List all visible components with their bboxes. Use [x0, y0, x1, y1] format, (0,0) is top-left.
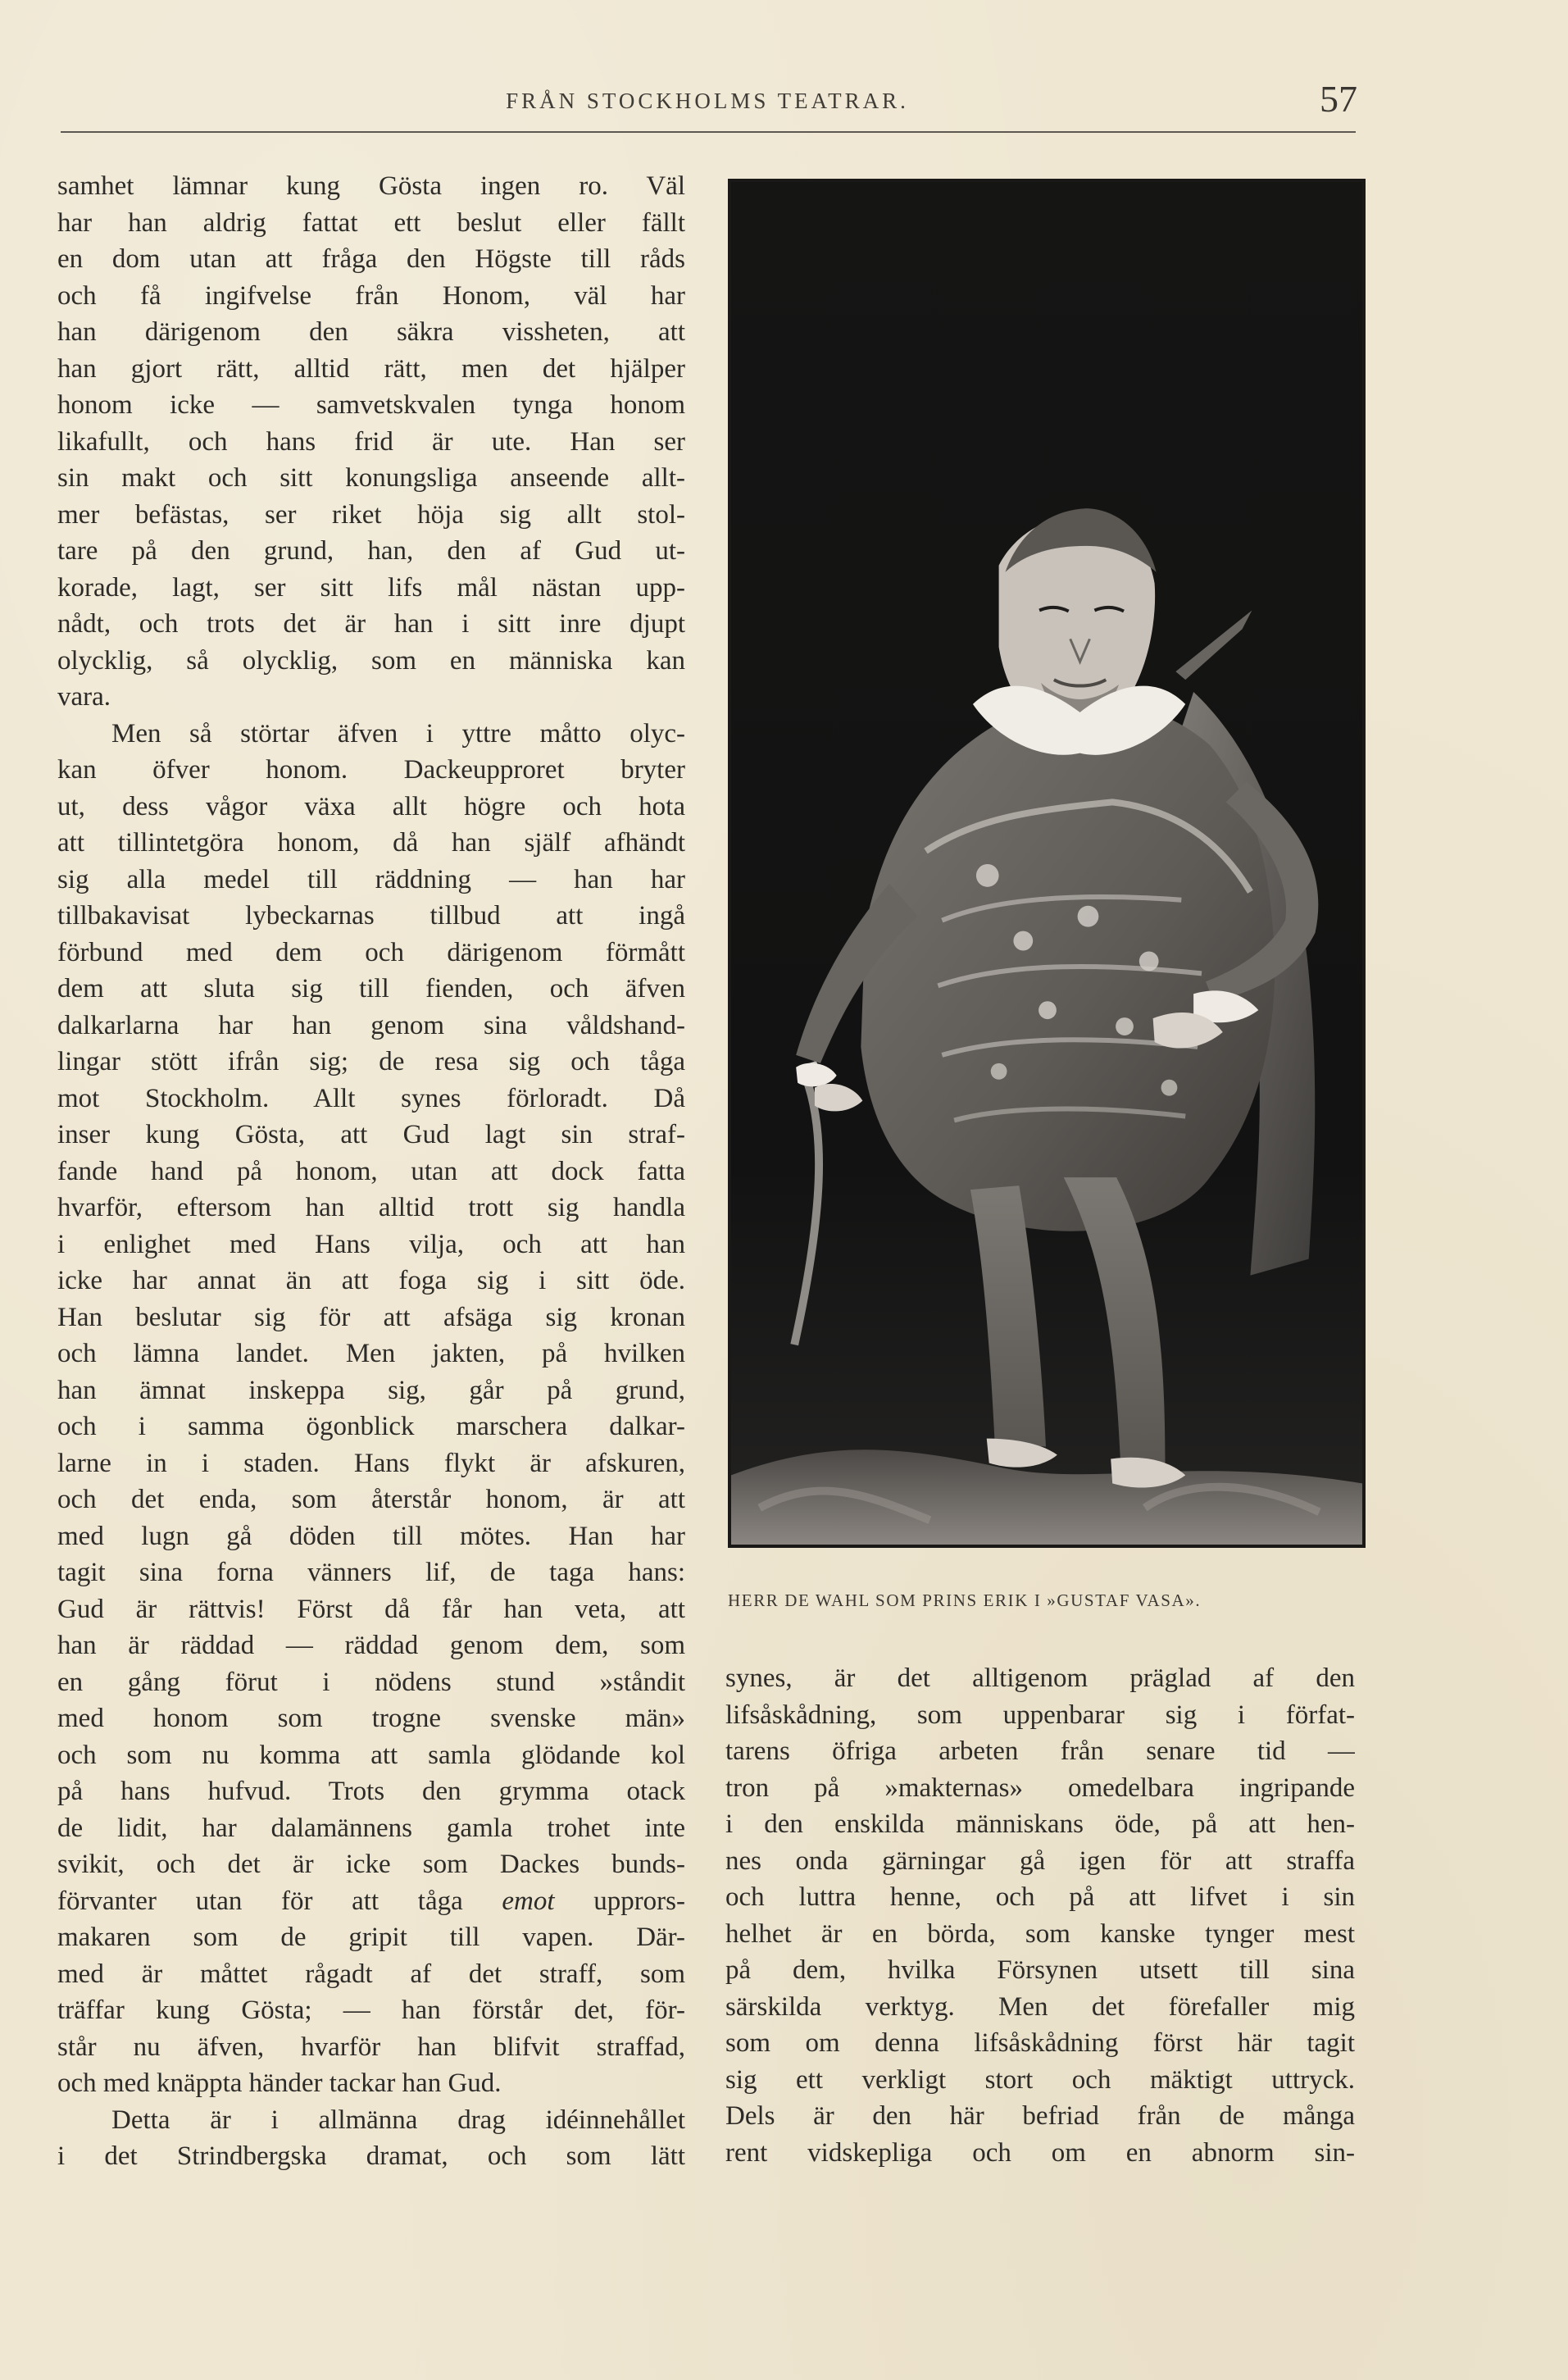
text-line: svikit, och det är icke som Dackes bunds-: [57, 1850, 685, 1879]
text-line: och med knäppta händer tackar han Gud.: [57, 2068, 502, 2098]
text-line: med är måttet rågadt af det straff, som: [57, 1959, 685, 1989]
text-line: icke har annat än att foga sig i sitt öde.: [57, 1266, 685, 1295]
text-line: i den enskilda människans öde, på att hen-: [725, 1809, 1355, 1839]
text-line: likafullt, och hans frid är ute. Han ser: [57, 426, 685, 457]
text-line: dalkarlarna har han genom sina våldshand-: [57, 1010, 685, 1040]
text-line: tillbakavisat lybeckarnas tillbud att ingå: [57, 901, 685, 931]
text-line: tare på den grund, han, den af Gud ut-: [57, 536, 685, 566]
text-line: larne in i staden. Hans flykt är afskuren,: [57, 1448, 685, 1478]
text-fragment: upprors-: [554, 1886, 685, 1916]
text-line: och det enda, som återstår honom, är att: [57, 1485, 685, 1514]
text-line: han gjort rätt, alltid rätt, men det hjälper: [57, 353, 685, 384]
running-head: [57, 78, 1357, 131]
header-rule: [61, 131, 1356, 133]
text-line: och lämna landet. Men jakten, på hvilken: [57, 1339, 685, 1368]
left-text-column: [57, 168, 685, 2193]
photo-frame: [728, 179, 1366, 1548]
italic-word: emot: [502, 1886, 555, 1916]
text-line: de lidit, har dalamännens gamla trohet inte: [57, 1813, 685, 1843]
text-line: att tillintetgöra honom, då han själf afhändt: [57, 828, 685, 858]
page-title: FRÅN STOCKHOLMS TEATRAR.: [506, 89, 909, 113]
text-line: olycklig, så olycklig, som en människa kan: [57, 645, 685, 676]
text-line: och som nu komma att samla glödande kol: [57, 1740, 685, 1770]
text-line: förbund med dem och därigenom förmått: [57, 937, 685, 967]
text-line: Detta är i allmänna drag idéinnehållet: [111, 2105, 685, 2135]
text-line: sig alla medel till räddning — han har: [57, 864, 685, 894]
text-line: han därigenom den säkra vissheten, att: [57, 317, 685, 347]
text-line: nes onda gärningar gå igen för att straffa: [725, 1845, 1355, 1876]
text-line: och i samma ögonblick marschera dalkar-: [57, 1412, 685, 1441]
text-line: honom icke — samvetskvalen tynga honom: [57, 390, 685, 420]
text-line: samhet lämnar kung Gösta ingen ro. Väl: [57, 171, 685, 201]
text-line: Gud är rättvis! Först då får han veta, att: [57, 1594, 685, 1624]
right-text-column: [725, 1660, 1355, 2193]
text-line: Dels är den här befriad från de många: [725, 2101, 1355, 2131]
text-line: en gång förut i nödens stund »ståndit: [57, 1667, 685, 1697]
text-line: ut, dess vågor växa allt högre och hota: [57, 791, 685, 821]
text-line: Men så störtar äfven i yttre måtto olyc-: [111, 718, 685, 749]
text-line: lingar stött ifrån sig; de resa sig och tåga: [57, 1047, 685, 1076]
text-line: nådt, och trots det är han i sitt inre djupt: [57, 609, 685, 639]
text-line: rent vidskepliga och om en abnorm sin-: [725, 2137, 1355, 2168]
text-line: synes, är det alltigenom präglad af den: [725, 1663, 1355, 1693]
text-line: tagit sina forna vänners lif, de taga hans:: [57, 1558, 685, 1587]
photo-caption: HERR DE WAHL SOM PRINS ERIK I »GUSTAF VASA».: [728, 1590, 1202, 1610]
text-line: hvarför, eftersom han alltid trott sig handla: [57, 1193, 685, 1222]
text-line: mot Stockholm. Allt synes förloradt. Då: [57, 1083, 685, 1113]
text-line: träffar kung Gösta; — han förstår det, för-: [57, 1995, 685, 2025]
text-line: vara.: [57, 682, 111, 712]
text-line: på hans hufvud. Trots den grymma otack: [57, 1777, 685, 1806]
text-line: han är räddad — räddad genom dem, som: [57, 1631, 685, 1660]
text-line: tron på »makternas» omedelbara ingripande: [725, 1772, 1355, 1803]
text-line: Han beslutar sig för att afsäga sig kronan: [57, 1302, 685, 1332]
text-line: korade, lagt, ser sitt lifs mål nästan upp-: [57, 572, 685, 603]
text-line: med lugn gå döden till mötes. Han har: [57, 1521, 685, 1551]
text-line: på dem, hvilka Försynen utsett till sina: [725, 1955, 1355, 1985]
text-line: han ämnat inskeppa sig, går på grund,: [57, 1375, 685, 1405]
text-line: tarens öfriga arbeten från senare tid —: [725, 1736, 1355, 1766]
text-line: fande hand på honom, utan att dock fatta: [57, 1156, 685, 1186]
text-line: lifsåskådning, som uppenbarar sig i förfat-: [725, 1700, 1355, 1730]
text-line: och luttra henne, och på att lifvet i sin: [725, 1882, 1355, 1912]
text-line: sig ett verkligt stort och mäktigt uttryck.: [725, 2064, 1355, 2095]
text-line: särskilda verktyg. Men det förefaller mig: [725, 1991, 1355, 2022]
text-line: inser kung Gösta, att Gud lagt sin straf-: [57, 1120, 685, 1149]
text-line: har han aldrig fattat ett beslut eller fällt: [57, 207, 685, 238]
text-line: en dom utan att fråga den Högste till råds: [57, 244, 685, 274]
costumed-actor-image: [731, 182, 1362, 1545]
page-number: 57: [1320, 78, 1357, 120]
text-line: sin makt och sitt konungsliga anseende allt-: [57, 463, 685, 493]
text-line: dem att sluta sig till fienden, och äfven: [57, 974, 685, 1003]
text-line: och få ingifvelse från Honom, väl har: [57, 280, 685, 311]
text-line: makaren som de gripit till vapen. Där-: [57, 1923, 685, 1952]
text-fragment: förvanter utan för att tåga: [57, 1886, 502, 1916]
portrait-photo: [728, 179, 1366, 1548]
text-line: mer befästas, ser riket höja sig allt stol-: [57, 499, 685, 530]
text-line: i det Strindbergska dramat, och som lätt: [57, 2141, 685, 2171]
text-line: helhet är en börda, som kanske tynger mest: [725, 1918, 1355, 1949]
text-line: i enlighet med Hans vilja, och att han: [57, 1229, 685, 1259]
text-line: kan öfver honom. Dackeupproret bryter: [57, 755, 685, 785]
text-line: står nu äfven, hvarför han blifvit straffad,: [57, 2032, 685, 2062]
text-line: [57, 1883, 685, 1920]
text-line: som om denna lifsåskådning först här tagit: [725, 2028, 1355, 2058]
text-line: med honom som trogne svenske män»: [57, 1704, 685, 1733]
